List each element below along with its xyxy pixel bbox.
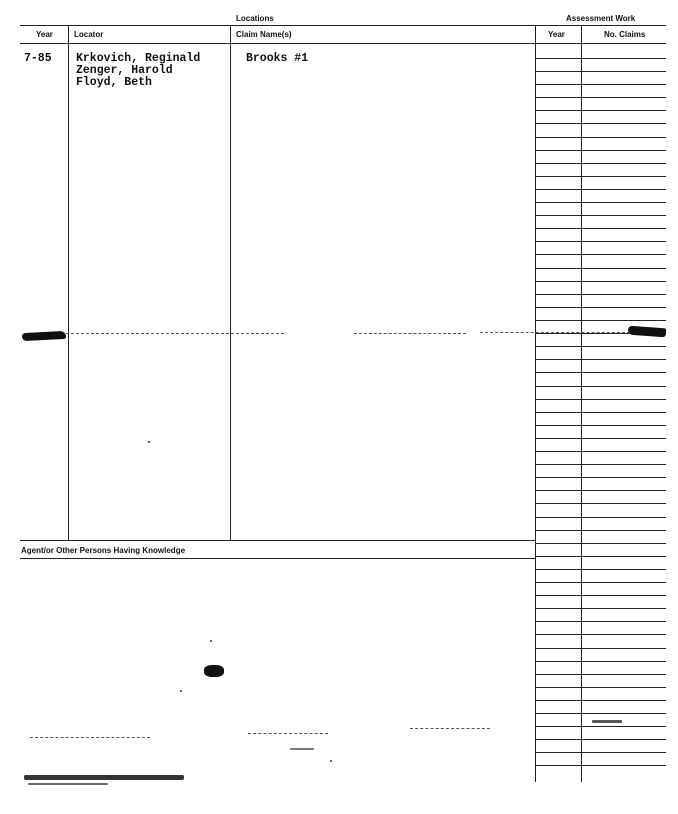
assessment-row-rule <box>535 765 666 766</box>
assessment-row-rule <box>535 228 666 229</box>
assessment-row-rule <box>535 58 666 59</box>
scan-speck <box>28 783 108 785</box>
fold-line-mid <box>354 333 466 335</box>
assessment-row-rule <box>535 713 666 714</box>
year-column-header: Year <box>36 30 53 39</box>
assessment-left-rule <box>535 26 536 782</box>
assessment-row-rule <box>535 202 666 203</box>
agent-section-rule <box>20 558 536 559</box>
assessment-row-rule <box>535 517 666 518</box>
assessment-row-rule <box>535 386 666 387</box>
locator-column-header: Locator <box>74 30 104 39</box>
entry-year: 7-85 <box>24 52 52 65</box>
assessment-row-rule <box>535 438 666 439</box>
assessment-row-rule <box>535 137 666 138</box>
assessment-row-rule <box>535 399 666 400</box>
assessment-row-rule <box>535 543 666 544</box>
assessment-row-rule <box>535 582 666 583</box>
assessment-row-rule <box>535 189 666 190</box>
left-scan-smudge <box>22 331 66 341</box>
assessment-row-rule <box>535 97 666 98</box>
bottom-dotted-line <box>30 737 150 739</box>
no-claims-column-header: No. Claims <box>604 30 646 39</box>
assessment-row-rule <box>535 530 666 531</box>
assessment-row-rule <box>535 648 666 649</box>
assessment-row-rule <box>535 490 666 491</box>
assessment-row-rule <box>535 503 666 504</box>
fold-line-left <box>66 333 284 335</box>
scan-speck <box>290 748 314 750</box>
assessment-row-rule <box>535 634 666 635</box>
assessment-row-rule <box>535 556 666 557</box>
header-top-rule <box>20 25 666 26</box>
assessment-row-rule <box>535 123 666 124</box>
locations-table-bottom-rule <box>20 540 536 541</box>
assessment-mid-rule <box>581 26 582 782</box>
assessment-row-rule <box>535 254 666 255</box>
entry-locator-1: Krkovich, Reginald <box>76 52 201 65</box>
entry-locator-2: Zenger, Harold <box>76 64 173 77</box>
assessment-row-rule <box>535 674 666 675</box>
assessment-row-rule <box>535 412 666 413</box>
scan-speck <box>148 441 150 443</box>
assessment-row-rule <box>535 307 666 308</box>
assessment-row-rule <box>535 621 666 622</box>
assessment-row-rule <box>535 569 666 570</box>
assessment-row-rule <box>535 150 666 151</box>
assessment-row-rule <box>535 700 666 701</box>
assessment-row-rule <box>535 163 666 164</box>
assessment-row-rule <box>535 268 666 269</box>
bottom-dotted-line <box>410 728 490 730</box>
scan-speck <box>180 690 182 692</box>
right-scan-smudge <box>628 326 667 338</box>
assessment-row-rule <box>535 294 666 295</box>
claim-column-rule <box>230 26 231 540</box>
bottom-dotted-line <box>248 733 328 735</box>
assessment-row-rule <box>535 346 666 347</box>
scan-speck <box>330 760 332 762</box>
assessment-year-column-header: Year <box>548 30 565 39</box>
header-bottom-rule <box>20 43 666 44</box>
assessment-row-rule <box>535 752 666 753</box>
fold-line-right <box>480 332 630 334</box>
assessment-row-rule <box>535 84 666 85</box>
assessment-row-rule <box>535 477 666 478</box>
assessment-row-rule <box>535 372 666 373</box>
claim-names-column-header: Claim Name(s) <box>236 30 292 39</box>
locator-column-rule <box>68 26 69 540</box>
assessment-row-rule <box>535 726 666 727</box>
bottom-left-scan-strip <box>24 775 184 780</box>
assessment-row-rule <box>535 110 666 111</box>
assessment-row-rule <box>535 451 666 452</box>
assessment-row-rule <box>535 608 666 609</box>
entry-claim-name: Brooks #1 <box>246 52 309 65</box>
assessment-row-rule <box>535 687 666 688</box>
assessment-row-rule <box>535 464 666 465</box>
scan-noise-blob <box>204 665 224 677</box>
assessment-row-rule <box>535 661 666 662</box>
assessment-row-rule <box>535 281 666 282</box>
assessment-row-rule <box>535 359 666 360</box>
agent-section-label: Agent/or Other Persons Having Knowledge <box>21 546 186 555</box>
assessment-row-rule <box>535 739 666 740</box>
locations-heading: Locations <box>236 14 274 23</box>
assessment-work-heading: Assessment Work <box>566 14 636 23</box>
assessment-row-rule <box>535 595 666 596</box>
assessment-row-rule <box>535 241 666 242</box>
assessment-row-rule <box>535 71 666 72</box>
scan-speck <box>592 720 622 723</box>
assessment-row-rule <box>535 176 666 177</box>
assessment-row-rule <box>535 320 666 321</box>
assessment-row-rule <box>535 425 666 426</box>
entry-locator-3: Floyd, Beth <box>76 76 152 89</box>
scan-speck <box>210 640 212 642</box>
assessment-row-rule <box>535 215 666 216</box>
